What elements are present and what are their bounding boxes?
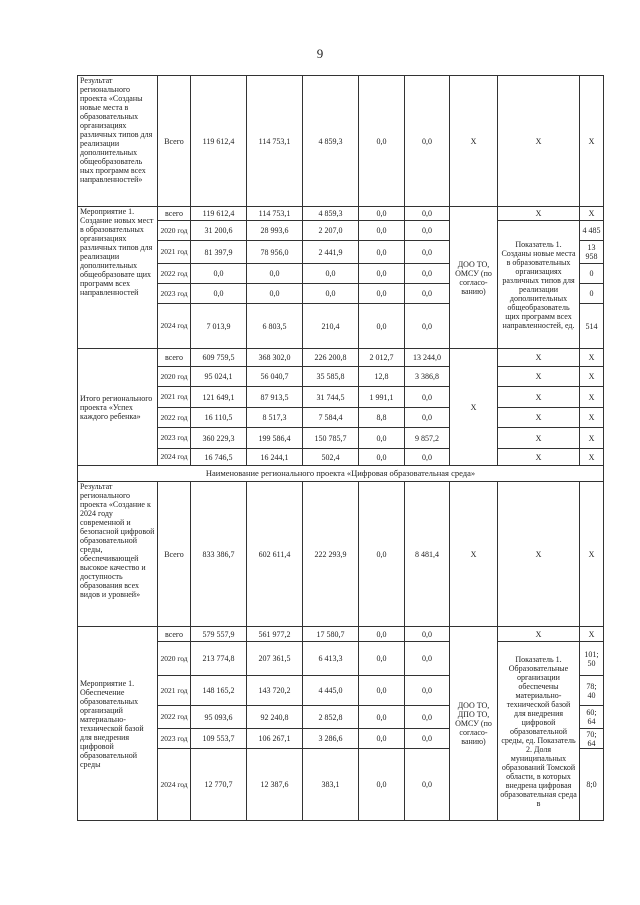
amount-cell: 8 481,4: [405, 482, 450, 627]
responsible-cell: ДОО ТО, ОМСУ (по согласо- ванию): [450, 207, 498, 349]
value-cell: X: [580, 207, 604, 221]
amount-cell: 0,0: [359, 482, 405, 627]
amount-cell: 7 013,9: [191, 304, 247, 349]
amount-cell: 0,0: [405, 207, 450, 221]
amount-cell: 0,0: [405, 729, 450, 749]
amount-cell: 31 200,6: [191, 221, 247, 241]
measure-name: Мероприятие 1. Обеспечение образовательных организаций материально- технической базой для внедрения цифровой образовательной среды: [78, 627, 158, 821]
amount-cell: 16 244,1: [247, 449, 303, 466]
amount-cell: 502,4: [303, 449, 359, 466]
amount-cell: 87 913,5: [247, 387, 303, 408]
amount-cell: 148 165,2: [191, 676, 247, 706]
year-cell: Всего: [158, 482, 191, 627]
amount-cell: 383,1: [303, 749, 359, 821]
value-cell: X: [580, 387, 604, 408]
indicator-cell: X: [498, 449, 580, 466]
indicator-cell: X: [498, 367, 580, 387]
result-row: [78, 482, 604, 627]
amount-cell: 0,0: [359, 627, 405, 642]
amount-cell: 95 024,1: [191, 367, 247, 387]
amount-cell: 114 753,1: [247, 207, 303, 221]
section-title-row: [78, 466, 604, 482]
amount-cell: 3 286,6: [303, 729, 359, 749]
amount-cell: 0,0: [359, 428, 405, 449]
amount-cell: 0,0: [359, 304, 405, 349]
amount-cell: 12,8: [359, 367, 405, 387]
amount-cell: 2 012,7: [359, 349, 405, 367]
amount-cell: 6 413,3: [303, 642, 359, 676]
amount-cell: 16 746,5: [191, 449, 247, 466]
year-cell: 2022 год: [158, 408, 191, 428]
amount-cell: 199 586,4: [247, 428, 303, 449]
year-cell: 2024 год: [158, 449, 191, 466]
value-cell: 514: [580, 304, 604, 349]
amount-cell: 150 785,7: [303, 428, 359, 449]
amount-cell: 16 110,5: [191, 408, 247, 428]
amount-cell: 12 387,6: [247, 749, 303, 821]
year-cell: всего: [158, 349, 191, 367]
year-cell: 2020 год: [158, 367, 191, 387]
section-title: Наименование регионального проекта «Цифровая образовательная среда»: [78, 466, 604, 482]
amount-cell: 368 302,0: [247, 349, 303, 367]
amount-cell: 17 580,7: [303, 627, 359, 642]
result-row: [78, 76, 604, 207]
amount-cell: 0,0: [405, 241, 450, 264]
amount-cell: 0,0: [405, 408, 450, 428]
amount-cell: 119 612,4: [191, 76, 247, 207]
amount-cell: 9 857,2: [405, 428, 450, 449]
indicator-cell: X: [498, 627, 580, 642]
amount-cell: 8 517,3: [247, 408, 303, 428]
value-cell: 13 958: [580, 241, 604, 264]
page-number: 9: [316, 46, 324, 61]
amount-cell: 0,0: [359, 221, 405, 241]
year-cell: 2020 год: [158, 221, 191, 241]
value-cell: 101; 50: [580, 642, 604, 676]
year-cell: 2024 год: [158, 749, 191, 821]
amount-cell: 31 744,5: [303, 387, 359, 408]
value-cell: 60; 64: [580, 706, 604, 729]
amount-cell: 0,0: [359, 676, 405, 706]
amount-cell: 0,0: [405, 449, 450, 466]
amount-cell: 4 859,3: [303, 76, 359, 207]
amount-cell: 143 720,2: [247, 676, 303, 706]
amount-cell: 0,0: [405, 221, 450, 241]
value-cell: X: [580, 408, 604, 428]
year-cell: 2020 год: [158, 642, 191, 676]
indicator-cell: X: [498, 387, 580, 408]
value-cell: X: [580, 428, 604, 449]
amount-cell: 7 584,4: [303, 408, 359, 428]
year-cell: 2023 год: [158, 284, 191, 304]
value-cell: X: [580, 449, 604, 466]
indicator-cell: X: [498, 76, 580, 207]
amount-cell: 0,0: [191, 264, 247, 284]
indicator-description: Показатель 1. Созданы новые места в образовательных организациях различных типов для реализации дополнительных общеобразователь щих программ всех направленностей, ед.: [498, 221, 580, 349]
table-row: [78, 349, 604, 367]
amount-cell: 0,0: [405, 284, 450, 304]
amount-cell: 360 229,3: [191, 428, 247, 449]
amount-cell: 0,0: [405, 76, 450, 207]
amount-cell: 0,0: [359, 76, 405, 207]
year-cell: 2021 год: [158, 676, 191, 706]
amount-cell: 106 267,1: [247, 729, 303, 749]
measure-name: Итого регионального проекта «Успех каждого ребенка»: [78, 349, 158, 466]
amount-cell: 0,0: [405, 387, 450, 408]
amount-cell: 0,0: [405, 642, 450, 676]
amount-cell: 0,0: [405, 304, 450, 349]
table-row: [78, 207, 604, 221]
value-cell: 78; 40: [580, 676, 604, 706]
amount-cell: 0,0: [405, 676, 450, 706]
responsible-cell: X: [450, 349, 498, 466]
value-cell: 8;0: [580, 749, 604, 821]
value-cell: X: [580, 482, 604, 627]
amount-cell: 0,0: [247, 284, 303, 304]
value-cell: 70; 64: [580, 729, 604, 749]
indicator-description: Показатель 1. Образовательные организации обеспечены материально- технической базой для внедрения цифровой образовательной среды, ед. Показатель 2. Доля муниципальных образований Томской области, в которых внедрена цифровая образовательная среда в: [498, 642, 580, 821]
value-cell: 0: [580, 264, 604, 284]
amount-cell: 226 200,8: [303, 349, 359, 367]
amount-cell: 8,8: [359, 408, 405, 428]
value-cell: 4 485: [580, 221, 604, 241]
amount-cell: 4 445,0: [303, 676, 359, 706]
amount-cell: 35 585,8: [303, 367, 359, 387]
value-cell: X: [580, 349, 604, 367]
amount-cell: 213 774,8: [191, 642, 247, 676]
indicator-cell: X: [498, 349, 580, 367]
year-cell: 2022 год: [158, 706, 191, 729]
result-name: Результат регионального проекта «Созданы новые места в образовательных организациях различных типов для реализации дополнительных общеобразователь ных программ всех направленностей»: [78, 76, 158, 207]
amount-cell: 579 557,9: [191, 627, 247, 642]
value-cell: X: [580, 367, 604, 387]
amount-cell: 207 361,5: [247, 642, 303, 676]
amount-cell: 0,0: [359, 749, 405, 821]
amount-cell: 0,0: [359, 706, 405, 729]
year-cell: 2021 год: [158, 387, 191, 408]
amount-cell: 56 040,7: [247, 367, 303, 387]
amount-cell: 222 293,9: [303, 482, 359, 627]
table-row: [78, 627, 604, 642]
year-cell: 2021 год: [158, 241, 191, 264]
indicator-cell: X: [498, 408, 580, 428]
amount-cell: 0,0: [303, 284, 359, 304]
amount-cell: 0,0: [191, 284, 247, 304]
amount-cell: 210,4: [303, 304, 359, 349]
amount-cell: 1 991,1: [359, 387, 405, 408]
value-cell: X: [580, 76, 604, 207]
indicator-cell: X: [498, 207, 580, 221]
year-cell: всего: [158, 207, 191, 221]
table-body: [78, 76, 604, 821]
amount-cell: 6 803,5: [247, 304, 303, 349]
amount-cell: 0,0: [359, 207, 405, 221]
amount-cell: 4 859,3: [303, 207, 359, 221]
amount-cell: 0,0: [359, 284, 405, 304]
amount-cell: 0,0: [405, 627, 450, 642]
amount-cell: 78 956,0: [247, 241, 303, 264]
amount-cell: 119 612,4: [191, 207, 247, 221]
amount-cell: 0,0: [359, 642, 405, 676]
amount-cell: 0,0: [405, 264, 450, 284]
result-name: Результат регионального проекта «Создание к 2024 году современной и безопасной цифровой образовательной среды, обеспечивающей высокое качество и доступность образования всех видов и уровней»: [78, 482, 158, 627]
amount-cell: 0,0: [359, 729, 405, 749]
responsible-cell: ДОО ТО, ДПО ТО, ОМСУ (по согласо- ванию): [450, 627, 498, 821]
value-cell: 0: [580, 284, 604, 304]
amount-cell: 12 770,7: [191, 749, 247, 821]
amount-cell: 0,0: [405, 706, 450, 729]
amount-cell: 81 397,9: [191, 241, 247, 264]
amount-cell: 0,0: [359, 241, 405, 264]
measure-name: Мероприятие 1. Создание новых мест в образовательных организациях различных типов для реализации дополнительных общеобразовате щих программ всех направленностей: [78, 207, 158, 349]
amount-cell: 92 240,8: [247, 706, 303, 729]
responsible-cell: X: [450, 76, 498, 207]
value-cell: X: [580, 627, 604, 642]
amount-cell: 121 649,1: [191, 387, 247, 408]
amount-cell: 0,0: [359, 449, 405, 466]
amount-cell: 0,0: [405, 749, 450, 821]
amount-cell: 0,0: [359, 264, 405, 284]
year-cell: 2022 год: [158, 264, 191, 284]
year-cell: всего: [158, 627, 191, 642]
amount-cell: 109 553,7: [191, 729, 247, 749]
amount-cell: 602 611,4: [247, 482, 303, 627]
indicator-cell: X: [498, 482, 580, 627]
amount-cell: 0,0: [303, 264, 359, 284]
year-cell: Всего: [158, 76, 191, 207]
amount-cell: 3 386,8: [405, 367, 450, 387]
amount-cell: 13 244,0: [405, 349, 450, 367]
responsible-cell: X: [450, 482, 498, 627]
amount-cell: 561 977,2: [247, 627, 303, 642]
year-cell: 2023 год: [158, 428, 191, 449]
indicator-cell: X: [498, 428, 580, 449]
amount-cell: 833 386,7: [191, 482, 247, 627]
amount-cell: 609 759,5: [191, 349, 247, 367]
amount-cell: 114 753,1: [247, 76, 303, 207]
amount-cell: 2 852,8: [303, 706, 359, 729]
amount-cell: 95 093,6: [191, 706, 247, 729]
amount-cell: 2 441,9: [303, 241, 359, 264]
amount-cell: 2 207,0: [303, 221, 359, 241]
amount-cell: 28 993,6: [247, 221, 303, 241]
year-cell: 2024 год: [158, 304, 191, 349]
amount-cell: 0,0: [247, 264, 303, 284]
year-cell: 2023 год: [158, 729, 191, 749]
budget-table: [77, 75, 604, 821]
